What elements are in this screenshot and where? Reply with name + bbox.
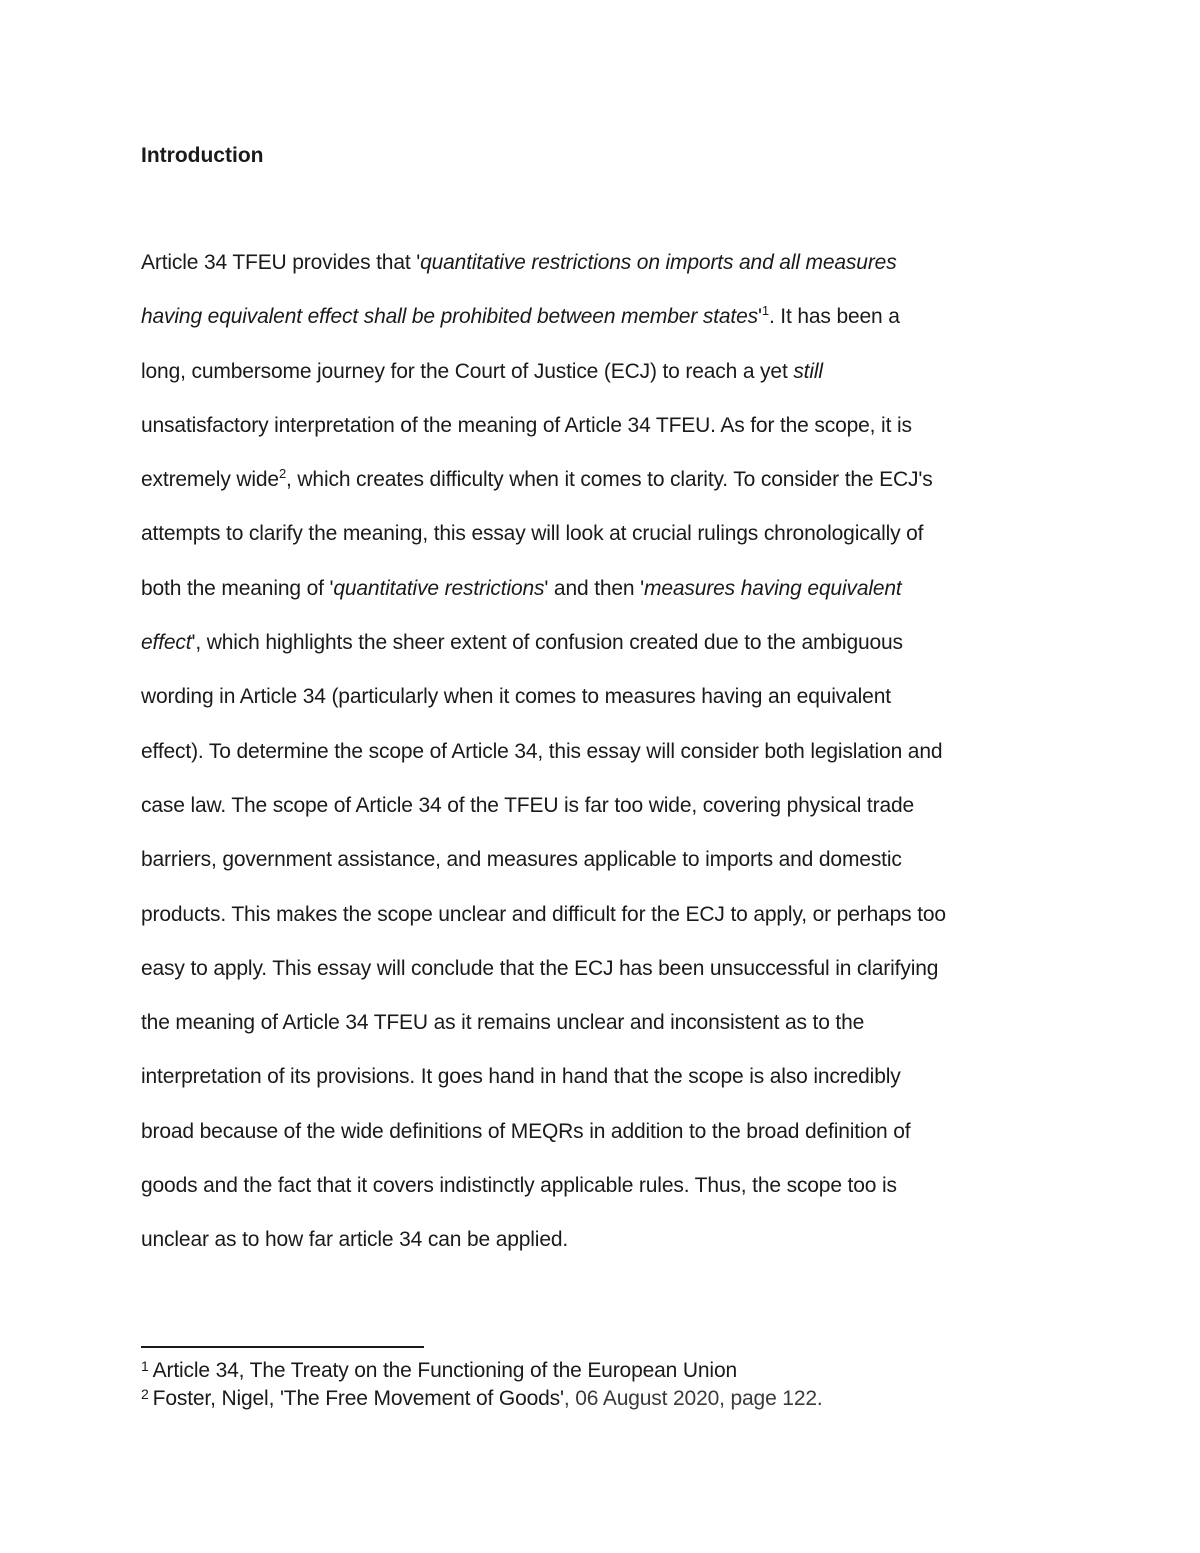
emphasis-text: still [793,359,823,383]
text-line [141,290,1071,344]
quote-text: quantitative restrictions [333,576,545,600]
footnote-reference[interactable]: 1 [761,303,769,319]
text-line: easy to apply. This essay will conclude that the ECJ has been unsuccessful in clarifying [141,956,939,980]
section-heading: Introduction [141,144,264,167]
text-line [141,345,1071,399]
footnote-text: Article 34, The Treaty on the Functioning of the European Union [152,1359,738,1382]
footnote-text: Foster, Nigel, 'The Free Movement of Goods' [152,1387,564,1410]
text-line: wording in Article 34 (particularly when it comes to measures having an equivalent [141,685,891,709]
text-run: . It has been a [768,305,900,329]
text-run: extremely wide [141,468,279,492]
footnote-reference[interactable]: 2 [278,466,287,482]
footnote-text-tail: , 06 August 2020, page 122. [563,1387,823,1410]
text-run: long, cumbersome journey for the Court of Justice (ECJ) to reach a yet [141,359,794,383]
text-line: effect). To determine the scope of Article 34, this essay will consider both legislation and [141,739,943,763]
text-line: unsatisfactory interpretation of the meaning of Article 34 TFEU. As for the scope, it is [141,413,912,437]
text-line [141,616,1071,670]
text-run: , which creates difficulty when it comes to clarity. To consider the ECJ's [286,468,933,492]
quote-text: quantitative restrictions on imports and all measures [420,251,897,274]
text-line [141,562,1071,616]
footnote-separator [141,1346,424,1348]
text-line: the meaning of Article 34 TFEU as it remains unclear and inconsistent as to the [141,1011,865,1035]
footnote-number: 2 [141,1386,149,1402]
text-line: goods and the fact that it covers indistinctly applicable rules. Thus, the scope too is [141,1174,897,1198]
text-line [141,236,1071,290]
text-line: case law. The scope of Article 34 of the TFEU is far too wide, covering physical trade [141,793,915,817]
text-line: barriers, government assistance, and measures applicable to imports and domestic [141,848,902,872]
text-run: Article 34 TFEU provides that ' [141,251,421,274]
text-line: broad because of the wide definitions of MEQRs in addition to the broad definition of [141,1119,911,1143]
text-line [141,453,1071,507]
quote-text: measures having equivalent [644,576,902,600]
quote-text: effect [141,631,192,655]
text-line: unclear as to how far article 34 can be applied. [141,1228,569,1252]
text-line: products. This makes the scope unclear and difficult for the ECJ to apply, or perhaps too [141,902,946,926]
text-run: ', which highlights the sheer extent of confusion created due to the ambiguous [191,631,903,655]
text-line: interpretation of its provisions. It goes hand in hand that the scope is also incredibly [141,1065,901,1089]
footnote-1 [141,1357,1071,1385]
footnotes [141,1357,1071,1413]
text-run: ' and then ' [544,576,645,600]
text-run: both the meaning of ' [141,576,334,600]
text-line: attempts to clarify the meaning, this essay will look at crucial rulings chronologically of [141,522,924,546]
introduction-paragraph [141,236,1071,1268]
footnote-number: 1 [141,1358,149,1374]
quote-text: having equivalent effect shall be prohibited between member states [141,305,758,329]
footnote-2 [141,1385,1071,1413]
text-run: ' [757,305,762,329]
